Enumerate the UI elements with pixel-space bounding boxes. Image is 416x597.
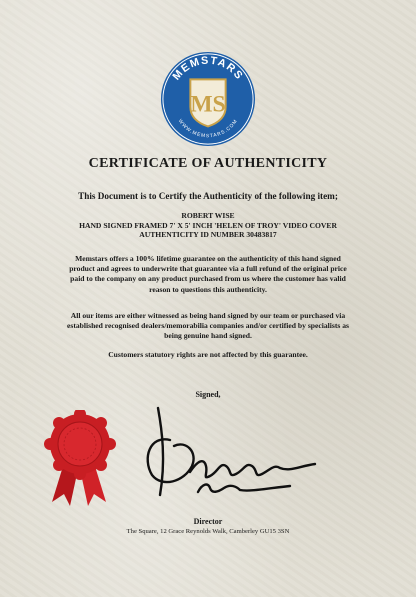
sourcing-paragraph bbox=[44, 311, 372, 342]
signed-label: Signed, bbox=[195, 390, 221, 399]
guarantee-paragraph bbox=[44, 254, 372, 295]
item-signer: ROBERT WISE bbox=[181, 211, 235, 220]
sourcing-line: All our items are either witnessed as being hand signed by our team or purchased via bbox=[70, 311, 346, 320]
sourcing-line: being genuine hand signed. bbox=[164, 331, 252, 341]
memstars-logo bbox=[159, 50, 257, 148]
logo-monogram: MS bbox=[190, 91, 226, 118]
director-label: Director bbox=[193, 517, 223, 526]
sourcing-line: established recognised dealers/memorabilia companies and/or certified by specialists as bbox=[67, 321, 349, 331]
statutory-rights-text: Customers statutory rights are not affected by this guarantee. bbox=[108, 350, 308, 359]
intro-text: This Document is to Certify the Authenticity of the following item; bbox=[78, 191, 338, 201]
item-id: AUTHENTICITY ID NUMBER 30483817 bbox=[139, 230, 277, 239]
logo-top-text: MEMSTARS bbox=[170, 54, 246, 83]
certificate-title: CERTIFICATE OF AUTHENTICITY bbox=[88, 156, 328, 171]
handwritten-signature bbox=[140, 400, 340, 508]
guarantee-line: product and agrees to underwrite that guarantee via a full refund of the original price bbox=[69, 264, 347, 274]
company-address: The Square, 12 Grace Reynolds Walk, Camberley GU15 3SN bbox=[126, 528, 290, 535]
guarantee-line: Memstars offers a 100% lifetime guarantee on the authenticity of this hand signed bbox=[75, 254, 341, 263]
guarantee-line: reason to questions this authenticity. bbox=[149, 284, 267, 294]
item-details bbox=[0, 211, 416, 240]
red-rosette-seal-icon bbox=[44, 410, 116, 510]
logo-bottom-text: WWW.MEMSTARS.COM bbox=[176, 118, 240, 140]
item-description: HAND SIGNED FRAMED 7' X 5' INCH 'HELEN OF TROY' VIDEO COVER bbox=[79, 220, 337, 230]
guarantee-line: paid to the company on any product purchased from us where the customer has valid bbox=[70, 274, 346, 284]
